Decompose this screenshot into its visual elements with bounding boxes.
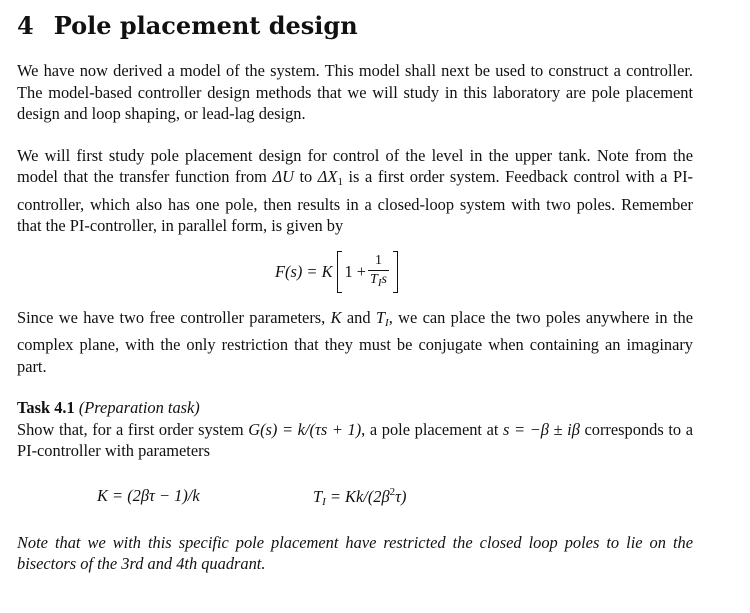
task-kind: (Preparation task) <box>78 398 200 417</box>
section-title: Pole placement design <box>53 11 358 40</box>
task-label: Task 4.1 <box>17 398 75 417</box>
task-parameters <box>17 462 693 532</box>
equation-fraction: $\frac{1}{T_Is}$ <box>368 252 389 292</box>
left-bracket <box>337 251 342 293</box>
quadrant-note: Note that we with this specific pole placement have restricted the closed loop poles to lie on the bisectors of the 3rd and 4th quadrant. <box>17 532 693 573</box>
section-heading <box>17 8 693 44</box>
param-k-formula: K = (2βτ − 1)/k <box>97 485 200 505</box>
task-statement: Task 4.1 (Preparation task) Show that, for a first order system G(s) = k/(τs + 1), a pole placement at s = −β ± iβ corresponds to a PI-controller with parameters <box>17 398 693 460</box>
section-number: 4 <box>17 11 34 40</box>
param-ti-formula: $T_I = Kk/(2\beta^2\tau)$ <box>313 485 407 508</box>
paragraph-pole-placement: We will first study pole placement design for control of the level in the upper tank. Note from the model that the transfer function from ΔU to $\Delta X_1$ is a first order system. Feedback control with a PI-controller, which also has one pole, then results in a closed-loop system with two poles. Remember that the PI-controller, in parallel form, is given by <box>17 145 693 235</box>
right-bracket <box>393 251 398 293</box>
paragraph-free-parameters: Since we have two free controller parameters, K and $T_I$, we can place the two poles anywhere in the complex plane, with the only restriction that they must be conjugate when containing an imaginary part. <box>17 307 693 376</box>
equation-one: 1 + <box>344 261 367 281</box>
document-page <box>17 8 693 575</box>
equation-lhs: F(s) = K <box>275 261 333 281</box>
pi-controller-equation <box>17 245 693 301</box>
paragraph-intro: We have now derived a model of the system. This model shall next be used to construct a controller. The model-based controller design methods that we will study in this laboratory are pole placement design and loop shaping, or lead-lag design. <box>17 61 693 123</box>
